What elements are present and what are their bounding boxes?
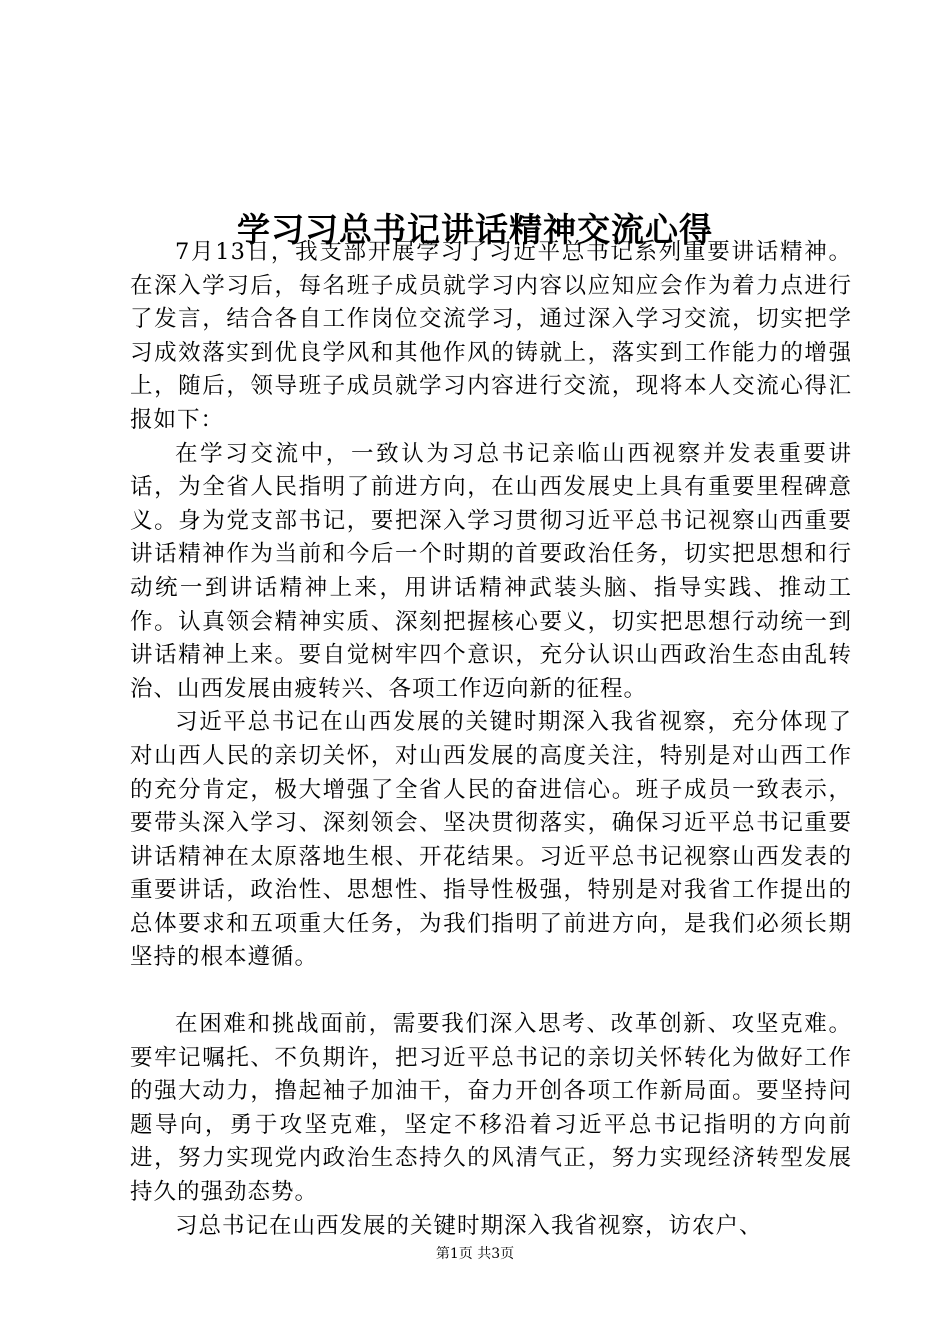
paragraph-inspection: 习近平总书记在山西发展的关键时期深入我省视察，充分体现了对山西人民的亲切关怀，对山西发展的高度关注，特别是对山西工作的充分肯定，极大增强了全省人民的奋进信心。班子成员一致表示，要带头深入学习、深刻领会、坚决贯彻落实，确保习近平总书记重要讲话精神在太原落地生根、开花结果。习近平总书记视察山西发表的重要讲话，政治性、思想性、指导性极强，特别是对我省工作提出的总体要求和五项重大任务，为我们指明了前进方向，是我们必须长期坚持的根本遵循。 [130,709,852,971]
document-body [130,236,852,1243]
page-number: 第1页 共3页 [435,1246,515,1262]
paragraph-exchange: 在学习交流中，一致认为习总书记亲临山西视察并发表重要讲话，为全省人民指明了前进方向，在山西发展史上具有重要里程碑意义。身为党支部书记，要把深入学习贯彻习近平总书记视察山西重要讲话精神作为当前和今后一个时期的首要政治任务，切实把思想和行动统一到讲话精神上来，用讲话精神武装头脑、指导实践、推动工作。认真领会精神实质、深刻把握核心要义，切实把思想行动统一到讲话精神上来。要自觉树牢四个意识，充分认识山西政治生态由乱转治、山西发展由疲转兴、各项工作迈向新的征程。 [130,440,852,702]
paragraph-challenges: 在困难和挑战面前，需要我们深入思考、改革创新、攻坚克难。要牢记嘱托、不负期许，把习近平总书记的亲切关怀转化为做好工作的强大动力，撸起袖子加油干，奋力开创各项工作新局面。要坚持问题导向，勇于攻坚克难，坚定不移沿着习近平总书记指明的方向前进，努力实现党内政治生态持久的风清气正，努力实现经济转型发展持久的强劲态势。 [130,1011,852,1206]
paragraph-intro: 7月13日，我支部开展学习了习近平总书记系列重要讲话精神。在深入学习后，每名班子成员就学习内容以应知应会作为着力点进行了发言，结合各自工作岗位交流学习，通过深入学习交流，切实把学习成效落实到优良学风和其他作风的铸就上，落实到工作能力的增强上，随后，领导班子成员就学习内容进行交流，现将本人交流心得汇报如下： [130,239,852,433]
paragraph-continued: 习总书记在山西发展的关键时期深入我省视察，访农户、 [175,1212,763,1239]
document-title: 学习习总书记讲话精神交流心得 [237,210,713,250]
